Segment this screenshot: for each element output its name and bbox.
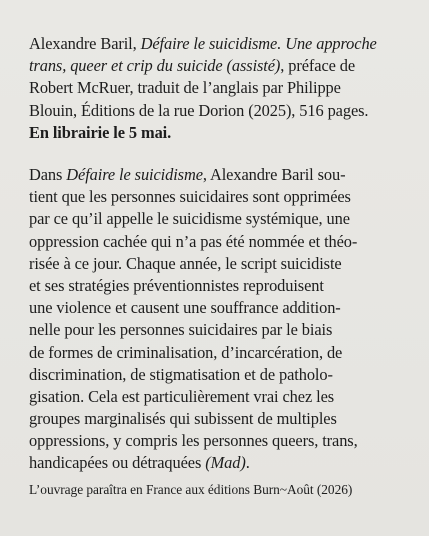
book-title: Défaire le suicidisme. Une approche	[140, 34, 377, 53]
reference-line-3: Robert McRuer, traduit de l’anglais par Philippe	[29, 78, 341, 98]
reference-line-2	[29, 55, 415, 77]
summary-book-title: Défaire le suicidisme	[66, 165, 203, 184]
preface-label: , préface de	[280, 56, 356, 76]
summary-line-10: discrimination, de stigmatisation et de patholo-	[29, 364, 333, 384]
mad-term: (Mad)	[205, 453, 246, 473]
book-subtitle: trans, queer et crip du suicide (assisté)	[29, 56, 281, 76]
summary-line-14-c: .	[245, 453, 250, 473]
author-name: Alexandre Baril,	[29, 34, 141, 53]
summary-line-13: oppressions, y compris les personnes queers, trans,	[29, 431, 358, 451]
summary-line-1-a: Dans	[29, 165, 67, 184]
summary-line-12: groupes marginalisés qui subissent de multiples	[29, 409, 337, 429]
summary-line-9: de formes de criminalisation, d’incarcération, de	[29, 342, 343, 362]
book-reference	[29, 33, 415, 144]
summary-paragraph	[29, 164, 415, 475]
summary-line-3: par ce qu’il appelle le suicidisme systémique, une	[29, 209, 350, 229]
summary-line-6: et ses stratégies préventionnistes reproduisent	[29, 275, 324, 295]
summary-line-2: tient que les personnes suicidaires sont opprimées	[29, 187, 351, 207]
release-date: En librairie le 5 mai.	[29, 122, 172, 142]
footer-note: L’ouvrage paraîtra en France aux éditions Burn~Août (2026)	[29, 482, 353, 497]
summary-line-4: oppression cachée qui n’a pas été nommée et théo-	[29, 231, 358, 251]
summary-line-8: nelle pour les personnes suicidaires par le biais	[29, 320, 333, 340]
summary-line-1-c: , Alexandre Baril sou-	[202, 165, 346, 184]
summary-line-11: gisation. Cela est particulièrement vrai chez les	[29, 386, 335, 406]
reference-line-1	[29, 33, 415, 55]
summary-line-5: risée à ce jour. Chaque année, le script suicidiste	[29, 253, 342, 273]
summary-line-7: une violence et causent une souffrance addition-	[29, 298, 341, 318]
summary-line-14-a: handicapées ou détraquées	[29, 453, 206, 473]
summary-line-1	[29, 164, 415, 186]
reference-line-4: Blouin, Éditions de la rue Dorion (2025), 516 pages.	[29, 100, 369, 120]
summary-line-14	[29, 452, 415, 474]
